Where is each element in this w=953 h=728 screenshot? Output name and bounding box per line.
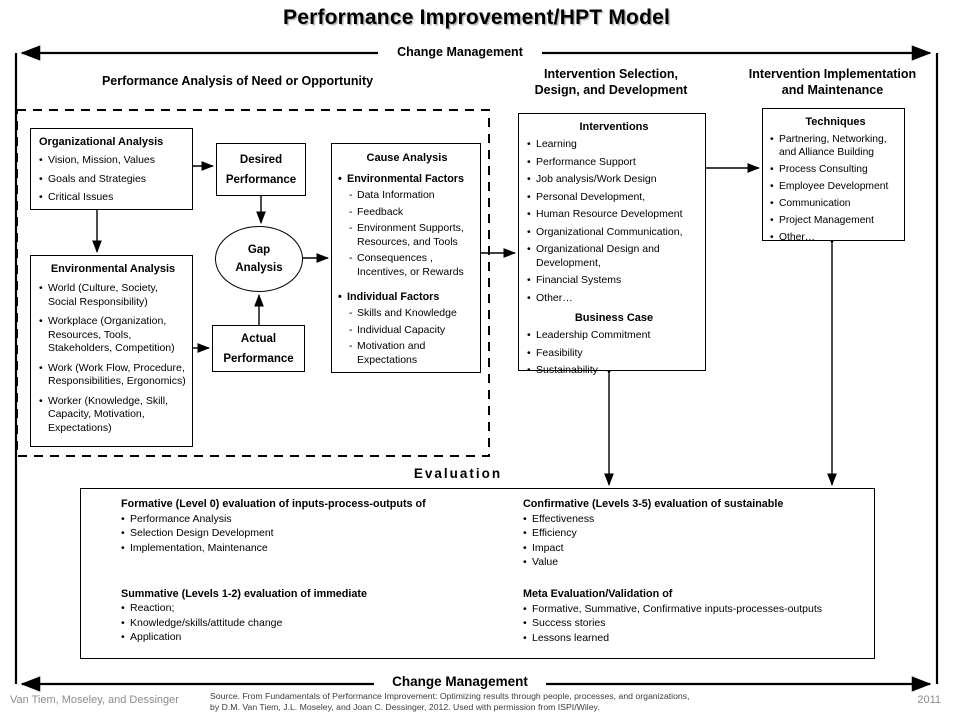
section-header-intervention-selection (515, 66, 707, 98)
list-item: • Selection Design Development (121, 527, 471, 540)
header-line: Design, and Development (534, 83, 688, 97)
list-item: • Other… (770, 231, 901, 244)
list-item: • Formative, Summative, Confirmative inputs-processes-outputs (523, 603, 868, 616)
techniques-box (762, 108, 905, 241)
list-item: • Effectiveness (523, 513, 868, 526)
list-item: • Job analysis/Work Design (527, 173, 701, 187)
organizational-analysis-box (30, 128, 193, 210)
environmental-analysis-list (39, 282, 187, 435)
evaluation-heading: Summative (Levels 1-2) evaluation of immediate (121, 587, 368, 600)
box-line: Actual (240, 332, 277, 345)
header-line: Intervention Selection, (543, 67, 679, 81)
list-item: • Financial Systems (527, 274, 701, 288)
box-line: Performance (225, 173, 297, 186)
list-item: • Communication (770, 197, 901, 210)
confirmative-list (523, 513, 868, 570)
list-item: • Partnering, Networking, and Alliance Building (770, 133, 901, 159)
evaluation-heading: Confirmative (Levels 3-5) evaluation of sustainable (523, 498, 784, 510)
list-item: • Impact (523, 542, 868, 555)
footer-source (210, 691, 740, 712)
individual-factors-list (338, 307, 476, 367)
page-title: Performance Improvement/HPT Model (282, 6, 671, 29)
list-item: • Worker (Knowledge, Skill, Capacity, Motivation, Expectations) (39, 395, 187, 436)
list-item: • Performance Analysis (121, 513, 471, 526)
list-item: • Value (523, 556, 868, 569)
list-item: • World (Culture, Society, Social Responsibility) (39, 282, 187, 309)
gap-analysis-ellipse (215, 226, 303, 292)
formative-list (121, 513, 471, 555)
desired-performance-box (216, 143, 306, 196)
box-title: Organizational Analysis (39, 136, 164, 148)
list-item: • Lessons learned (523, 632, 868, 645)
evaluation-left-column (121, 498, 471, 644)
environmental-analysis-box (30, 255, 193, 447)
header-line: and Maintenance (781, 83, 884, 97)
list-item: • Sustainability (527, 364, 701, 378)
box-line: Gap (247, 244, 271, 256)
list-item: • Vision, Mission, Values (39, 154, 186, 168)
header-line: Intervention Implementation (748, 67, 917, 81)
evaluation-label: Evaluation (413, 466, 503, 481)
list-item: • Process Consulting (770, 163, 901, 176)
business-case-list (527, 329, 701, 378)
footer-year: 2011 (917, 694, 941, 706)
box-line: Desired (239, 153, 283, 166)
box-title: Environmental Analysis (50, 263, 176, 275)
list-item: • Knowledge/skills/attitude change (121, 617, 471, 630)
footer-source-line: by D.M. Van Tiem, J.L. Moseley, and Joan C. Dessinger, 2012. Used with permission from ISPI/Wiley. (210, 701, 600, 712)
footer-source-line: Source. From Fundamentals of Performance Improvement: Optimizing results through people, processes, and organizations, (210, 691, 690, 701)
list-item: - Environment Supports, Resources, and Tools (349, 222, 476, 249)
actual-performance-box (212, 325, 305, 372)
business-case-subtitle: Business Case (574, 312, 654, 324)
list-item: • Efficiency (523, 527, 868, 540)
evaluation-heading: Formative (Level 0) evaluation of inputs-process-outputs of (121, 498, 426, 510)
list-item: • Goals and Strategies (39, 173, 186, 187)
organizational-analysis-list (39, 154, 186, 205)
list-item: • Leadership Commitment (527, 329, 701, 343)
techniques-list (770, 133, 901, 244)
list-item: • Other… (527, 292, 701, 306)
evaluation-heading: Meta Evaluation/Validation of (523, 588, 673, 600)
box-title: Techniques (805, 116, 866, 128)
list-item: • Project Management (770, 214, 901, 227)
list-item: • Application (121, 631, 471, 644)
interventions-box (518, 113, 706, 376)
list-item: - Consequences , Incentives, or Rewards (349, 252, 476, 279)
meta-evaluation-list (523, 603, 868, 645)
box-line: Performance (223, 352, 294, 365)
cause-group-heading: • Individual Factors (338, 291, 476, 304)
environmental-factors-list (338, 189, 476, 279)
list-item: • Personal Development, (527, 191, 701, 205)
evaluation-right-column (523, 498, 868, 645)
cause-analysis-box (331, 143, 481, 373)
list-item: • Employee Development (770, 180, 901, 193)
list-item: • Critical Issues (39, 191, 186, 205)
box-title: Cause Analysis (366, 152, 448, 164)
list-item: • Reaction; (121, 602, 471, 615)
list-item: • Performance Support (527, 156, 701, 170)
section-header-intervention-implementation (730, 66, 935, 98)
list-item: - Skills and Knowledge (349, 307, 476, 321)
cause-group-heading: • Environmental Factors (338, 173, 476, 186)
change-management-top-label: Change Management (382, 45, 538, 59)
change-management-bottom-label: Change Management (378, 674, 542, 689)
list-item: • Implementation, Maintenance (121, 542, 471, 555)
list-item: • Human Resource Development (527, 208, 701, 222)
summative-list (121, 602, 471, 644)
list-item: • Organizational Design and Development, (527, 243, 701, 270)
list-item: • Success stories (523, 617, 868, 630)
list-item: • Work (Work Flow, Procedure, Responsibilities, Ergonomics) (39, 362, 187, 389)
list-item: - Motivation and Expectations (349, 340, 476, 367)
list-item: - Data Information (349, 189, 476, 203)
list-item: - Feedback (349, 206, 476, 220)
interventions-list (527, 138, 701, 305)
list-item: • Feasibility (527, 347, 701, 361)
list-item: - Individual Capacity (349, 324, 476, 338)
list-item: • Organizational Communication, (527, 226, 701, 240)
list-item: • Workplace (Organization, Resources, Tools, Stakeholders, Competition) (39, 315, 187, 356)
evaluation-box (80, 488, 875, 659)
box-line: Analysis (235, 262, 283, 274)
section-header-performance-analysis: Performance Analysis of Need or Opportunity (101, 74, 374, 88)
footer-authors: Van Tiem, Moseley, and Dessinger (10, 694, 179, 706)
box-title: Interventions (579, 121, 649, 133)
list-item: • Learning (527, 138, 701, 152)
